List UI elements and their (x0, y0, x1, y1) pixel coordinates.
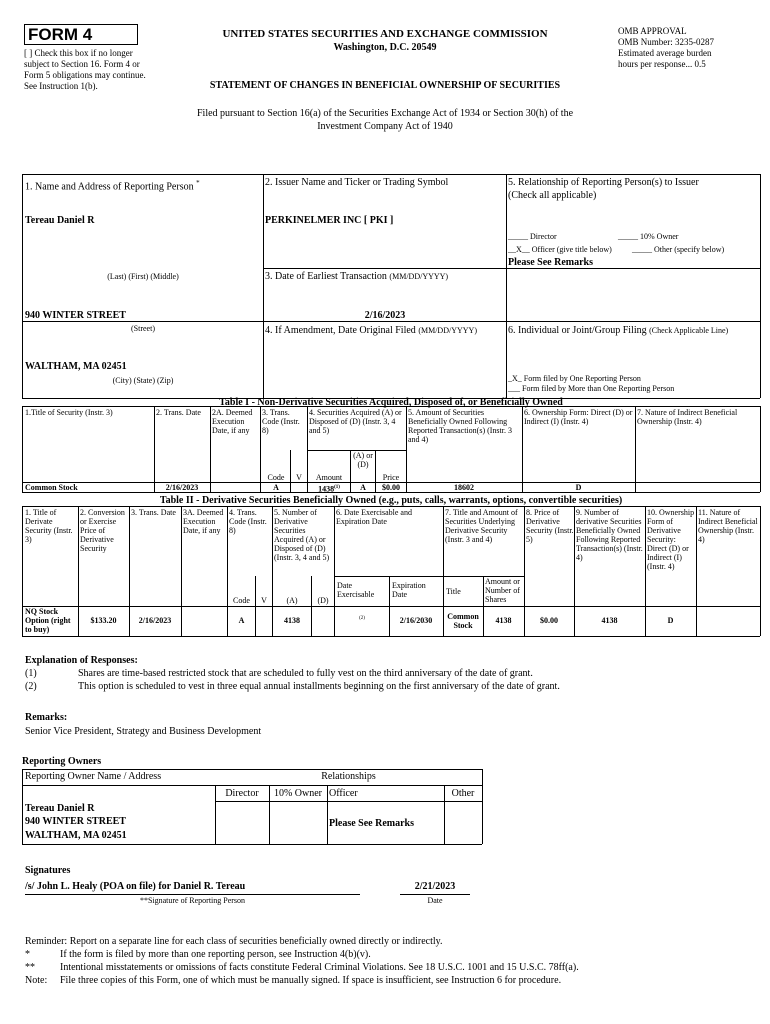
omb-approval: OMB APPROVAL (618, 26, 687, 36)
box4-label: 4. If Amendment, Date Original Filed (MM/DD/YYYY) (265, 325, 477, 336)
t2-col-owned: 9. Number of derivative Securities Beneficially Owned Following Reported Transaction(s) (Instr. 4) (576, 508, 643, 562)
more-reporting-persons: ___ Form filed by More than One Reporting Person (508, 384, 675, 393)
t2-row-deriv-price: $0.00 (540, 616, 558, 625)
t2-col-ownership-form: 10. Ownership Form of Derivative Security: Direct (D) or Indirect (I) (Instr. 4) (647, 508, 695, 571)
reporter-city: WALTHAM, MA 02451 (25, 361, 127, 372)
t1-row-date: 2/16/2023 (165, 483, 199, 492)
t2-col-code: 4. Trans. Code (Instr. 8) (229, 508, 267, 535)
t2-subcol-d: (D) (317, 596, 329, 605)
owners-col-relationships: Relationships (321, 771, 376, 782)
t2-row-code: A (238, 616, 245, 625)
owner-officer-value: Please See Remarks (329, 818, 414, 829)
table1-title: Table I - Non-Derivative Securities Acquired, Disposed of, or Beneficially Owned (219, 397, 563, 408)
t2-row-form: D (667, 616, 674, 625)
t1-col-date: 2. Trans. Date (156, 408, 201, 417)
t1-row-form: D (575, 483, 582, 492)
see-remarks: Please See Remarks (508, 257, 593, 268)
commission-location: Washington, D.C. 20549 (333, 42, 437, 53)
explanation-title: Explanation of Responses: (25, 655, 138, 666)
t2-subcol-a: (A) (286, 596, 298, 605)
footer-dstar-text: Intentional misstatements or omissions of facts constitute Federal Criminal Violations. See 18 U.S.C. 1001 and 15 U.S.C. 78ff(a). (60, 962, 579, 973)
name-sublabel: (Last) (First) (Middle) (107, 272, 179, 281)
t2-col-number: 5. Number of Derivative Securities Acquired (A) or Disposed of (D) (Instr. 3, 4 and 5) (274, 508, 330, 562)
signature-label: **Signature of Reporting Person (139, 896, 246, 905)
t1-col-title: 1.Title of Security (Instr. 3) (25, 408, 113, 417)
owner-street: 940 WINTER STREET (25, 816, 126, 827)
owners-col-name: Reporting Owner Name / Address (25, 771, 162, 782)
t2-col-price: 8. Price of Derivative Security (Instr. 5) (526, 508, 574, 544)
box2-label: 2. Issuer Name and Ticker or Trading Symbol (265, 177, 449, 188)
form-title: FORM 4 (24, 24, 138, 45)
table2-title: Table II - Derivative Securities Beneficially Owned (e.g., puts, calls, warrants, options, convertible securities) (159, 495, 623, 506)
box3-label: 3. Date of Earliest Transaction (MM/DD/YYYY) (265, 271, 449, 282)
t1-col-code: 3. Trans. Code (Instr. 8) (262, 408, 300, 435)
ten-pct-owner-checkbox: _____ 10% Owner (618, 232, 679, 241)
box5-label2: (Check all applicable) (508, 190, 597, 201)
footer-star-text: If the form is filed by more than one reporting person, see Instruction 4(b)(v). (60, 949, 371, 960)
t1-subcol-code: Code (267, 473, 285, 482)
explanation-text: Shares are time-based restricted stock that are scheduled to fully vest on the third anniversary of the date of grant. (78, 668, 533, 679)
t2-row-exp: 2/16/2030 (399, 616, 433, 625)
box5-label: 5. Relationship of Reporting Person(s) to Issuer (508, 177, 699, 188)
statement-title: STATEMENT OF CHANGES IN BENEFICIAL OWNERSHIP OF SECURITIES (209, 80, 561, 91)
check-box-note: [ ] Check this box if no longer subject to Section 16. Form 4 or Form 5 obligations may continue. See Instruction 1(b). (24, 48, 146, 91)
t2-subcol-v: V (261, 596, 267, 605)
owner-name: Tereau Daniel R (25, 803, 95, 814)
officer-checkbox: __X__ Officer (give title below) (508, 245, 612, 254)
signature-text: /s/ John L. Healy (POA on file) for Daniel R. Tereau (25, 881, 246, 892)
t1-row-code: A (273, 483, 279, 492)
reporter-name: Tereau Daniel R (25, 215, 95, 226)
t2-col-nature: 11. Nature of Indirect Beneficial Ownership (Instr. 4) (698, 508, 758, 544)
omb-hours: hours per response... 0.5 (618, 59, 706, 69)
t2-subcol-exp: Expiration Date (392, 581, 426, 599)
t2-subcol-date-ex: Date Exercisable (337, 581, 375, 599)
footer-note-mark: Note: (25, 975, 48, 986)
explanation-num: (2) (25, 681, 37, 692)
t1-row-price: $0.00 (382, 483, 400, 492)
t1-subcol-v: V (296, 473, 302, 482)
t1-col-amount-owned: 5. Amount of Securities Beneficially Owned Following Reported Transaction(s) (Instr. 3 and 4) (408, 408, 512, 444)
t1-col-nature: 7. Nature of Indirect Beneficial Ownership (Instr. 4) (637, 408, 738, 426)
footer-reminder: Reminder: Report on a separate line for each class of securities beneficially owned directly or indirectly. (25, 936, 443, 947)
t1-subcol-price: Price (382, 473, 400, 482)
footer-star-mark: * (25, 949, 30, 960)
reporter-street: 940 WINTER STREET (25, 310, 126, 321)
street-sublabel: (Street) (131, 324, 155, 333)
signature-date: 2/21/2023 (414, 881, 456, 892)
t1-row-amount: 1438$^{(1)}$ (318, 484, 340, 494)
owner-city: WALTHAM, MA 02451 (25, 830, 127, 841)
t2-row-shares: 4138 (495, 616, 512, 625)
footer-dstar-mark: ** (25, 962, 35, 973)
owners-title: Reporting Owners (22, 756, 102, 767)
t1-col-ownership-form: 6. Ownership Form: Direct (D) or Indirect (I) (Instr. 4) (524, 408, 633, 426)
t2-col-underlying: 7. Title and Amount of Securities Underlying Derivative Security (Instr. 3 and 4) (445, 508, 518, 544)
issuer-name: PERKINELMER INC [ PKI ] (265, 215, 394, 226)
t2-subcol-shares: Amount or Number of Shares (485, 577, 520, 604)
box6-label: 6. Individual or Joint/Group Filing (Check Applicable Line) (508, 325, 729, 336)
filed-pursuant-line1: Filed pursuant to Section 16(a) of the Securities Exchange Act of 1934 or Section 30(h) of the (196, 108, 574, 119)
grid-line (22, 174, 760, 175)
t2-subcol-code: Code (233, 596, 250, 605)
t2-col-date: 3. Trans. Date (131, 508, 176, 517)
signature-date-label: Date (427, 896, 443, 905)
t2-row-title: Common Stock (447, 612, 479, 630)
t2-row-security: NQ Stock Option (right to buy) (25, 607, 71, 634)
t1-row-a-or-d: A (360, 483, 366, 492)
omb-number: OMB Number: 3235-0287 (618, 37, 714, 47)
t2-row-date-ex: (2) (359, 616, 365, 621)
explanation-num: (1) (25, 668, 37, 679)
owners-col-ten-pct: 10% Owner (273, 788, 323, 799)
remarks-title: Remarks: (25, 712, 68, 723)
omb-burden: Estimated average burden (618, 48, 712, 58)
t1-row-owned: 18602 (454, 483, 474, 492)
explanation-text: This option is scheduled to vest in three equal annual installments beginning on the first anniversary of the date of grant. (78, 681, 560, 692)
t1-row-security: Common Stock (25, 483, 78, 492)
t2-col-conversion: 2. Conversion or Exercise Price of Derivative Security (80, 508, 125, 553)
owners-col-other: Other (451, 788, 475, 799)
t2-row-a: 4138 (284, 616, 300, 625)
earliest-transaction-date: 2/16/2023 (364, 310, 406, 321)
box1-label: 1. Name and Address of Reporting Person * (25, 179, 200, 193)
t1-col-deemed: 2A. Deemed Execution Date, if any (212, 408, 253, 435)
owners-col-director: Director (225, 788, 259, 799)
commission-name: UNITED STATES SECURITIES AND EXCHANGE COMMISSION (222, 28, 548, 40)
t2-row-price: $133.20 (90, 616, 117, 625)
t1-subcol-amount: Amount (315, 473, 343, 482)
t2-subcol-title: Title (446, 587, 461, 596)
one-reporting-person: _X_ Form filed by One Reporting Person (508, 374, 641, 383)
other-checkbox: _____ Other (specify below) (632, 245, 725, 254)
remarks-text: Senior Vice President, Strategy and Business Development (25, 726, 262, 737)
t2-row-date: 2/16/2023 (138, 616, 172, 625)
city-sublabel: (City) (State) (Zip) (112, 376, 174, 385)
filed-pursuant-line2: Investment Company Act of 1940 (317, 121, 453, 132)
footer-note-text: File three copies of this Form, one of which must be manually signed. If space is insufficient, see Instruction 6 for procedure. (60, 975, 562, 986)
t2-col-deemed: 3A. Deemed Execution Date, if any (183, 508, 224, 535)
director-checkbox: _____ Director (508, 232, 557, 241)
t2-col-exercisable: 6. Date Exercisable and Expiration Date (336, 508, 412, 526)
t2-row-owned: 4138 (601, 616, 618, 625)
owners-col-officer: Officer (329, 788, 358, 799)
t1-col-acquired: 4. Securities Acquired (A) or Disposed of (D) (Instr. 3, 4 and 5) (309, 408, 402, 435)
t2-col-title: 1. Title of Derivate Security (Instr. 3) (25, 508, 73, 544)
t1-subcol-a-or-d: (A) or (D) (353, 451, 373, 469)
signatures-title: Signatures (25, 865, 71, 876)
